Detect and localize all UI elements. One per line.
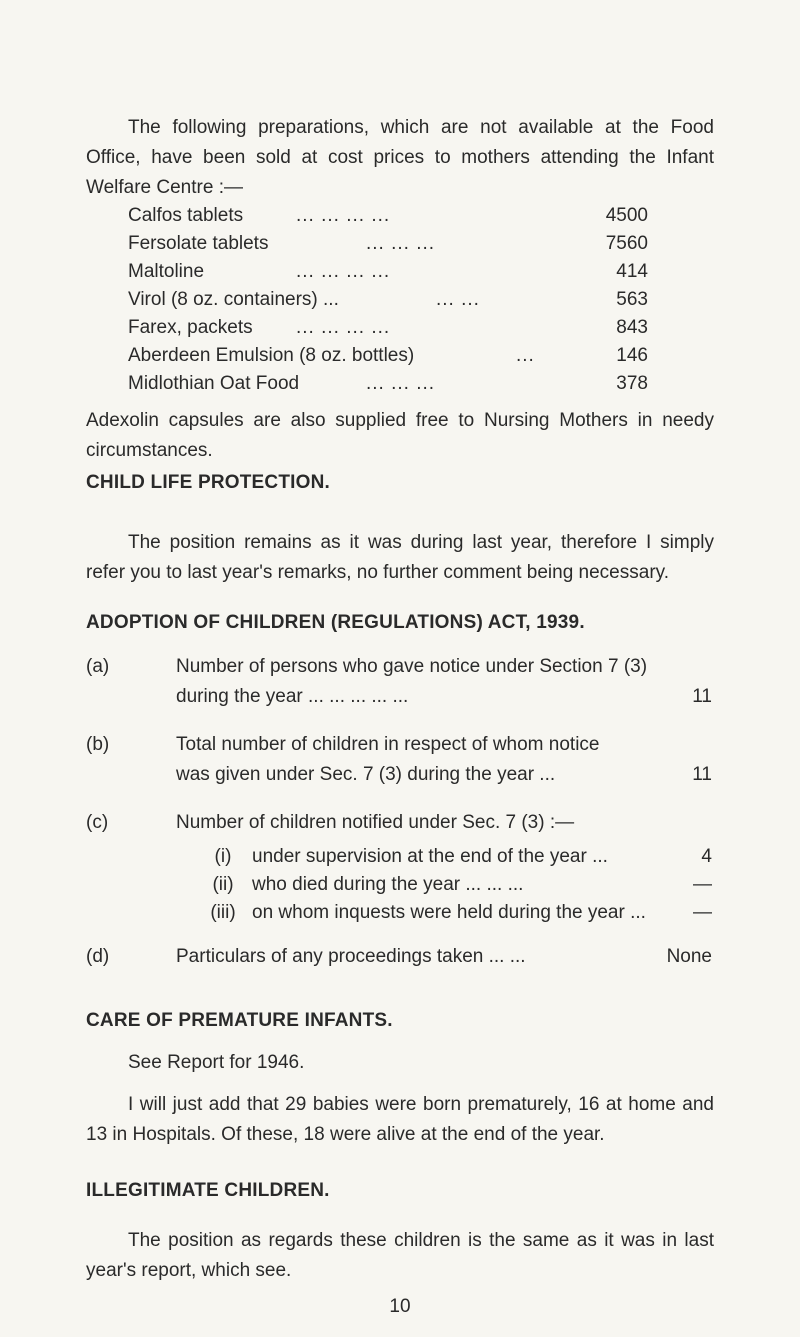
premature-see-report: See Report for 1946. xyxy=(128,1052,305,1073)
page-number: 10 xyxy=(389,1296,411,1317)
leader-dots: ... xyxy=(516,345,535,366)
intro-paragraph: The following preparations, which are not available at the Food Office, have been sold at cost prices to mothers attending the Infant Welfare Centre :— xyxy=(86,117,714,198)
preparation-name: Farex, packets xyxy=(128,317,253,338)
item-d-value: None xyxy=(666,946,712,967)
leader-dots: ... ... xyxy=(436,289,480,310)
adexolin-paragraph: Adexolin capsules are also supplied free to Nursing Mothers in needy circumstances. xyxy=(86,410,714,461)
preparation-value: 414 xyxy=(616,261,648,282)
preparation-value: 7560 xyxy=(605,233,648,254)
preparation-name: Aberdeen Emulsion (8 oz. bottles) xyxy=(128,345,415,366)
leader-dots: ... ... ... ... xyxy=(296,317,391,338)
item-c-ii-label: (ii) xyxy=(212,874,234,895)
preparation-name: Calfos tablets xyxy=(128,205,244,226)
item-c-ii-value: — xyxy=(693,874,712,895)
item-d-text: Particulars of any proceedings taken ... ... xyxy=(176,946,526,967)
leader-dots: ... ... ... xyxy=(366,373,436,394)
leader-dots: ... ... ... xyxy=(366,233,436,254)
preparation-value: 843 xyxy=(616,317,648,338)
preparation-value: 4500 xyxy=(605,205,648,226)
premature-text: I will just add that 29 babies were born prematurely, 16 at home and 13 in Hospitals. Of these, 18 were alive at the end of the year. xyxy=(86,1094,714,1145)
item-c-iii-label: (iii) xyxy=(210,902,236,923)
adoption-heading: ADOPTION OF CHILDREN (REGULATIONS) ACT, 1939. xyxy=(86,612,585,633)
preparation-row xyxy=(128,342,648,370)
child-life-heading: CHILD LIFE PROTECTION. xyxy=(86,472,331,493)
item-a-value: 11 xyxy=(692,686,712,707)
preparation-name: Fersolate tablets xyxy=(128,233,269,254)
illegitimate-heading: ILLEGITIMATE CHILDREN. xyxy=(86,1180,330,1201)
item-c-label: (c) xyxy=(86,812,109,833)
item-c-iii-text: on whom inquests were held during the year ... xyxy=(252,902,646,923)
item-b-line2: was given under Sec. 7 (3) during the year ... xyxy=(176,764,556,785)
item-c-iii-value: — xyxy=(693,902,712,923)
preparation-name: Maltoline xyxy=(128,261,205,282)
preparation-value: 563 xyxy=(616,289,648,310)
preparation-row xyxy=(128,202,648,230)
preparation-row xyxy=(128,370,648,398)
preparation-value: 378 xyxy=(616,373,648,394)
leader-dots: ... ... ... ... xyxy=(296,205,391,226)
item-b-label: (b) xyxy=(86,734,110,755)
item-c-i-text: under supervision at the end of the year ... xyxy=(252,846,608,867)
preparation-name: Midlothian Oat Food xyxy=(128,373,300,394)
item-c-i-label: (i) xyxy=(214,846,232,867)
preparation-row xyxy=(128,314,648,342)
item-a-line2: during the year ... ... ... ... ... xyxy=(176,686,409,707)
item-d-label: (d) xyxy=(86,946,110,967)
illegitimate-text: The position as regards these children is the same as it was in last year's report, which see. xyxy=(86,1230,714,1281)
item-c-ii-text: who died during the year ... ... ... xyxy=(252,874,524,895)
preparation-value: 146 xyxy=(616,345,648,366)
premature-heading: CARE OF PREMATURE INFANTS. xyxy=(86,1010,393,1031)
preparation-row xyxy=(128,230,648,258)
item-b-line1: Total number of children in respect of whom notice xyxy=(176,734,600,755)
preparation-row xyxy=(128,286,648,314)
item-c-i-value: 4 xyxy=(701,846,712,867)
item-a-line1: Number of persons who gave notice under Section 7 (3) xyxy=(176,656,648,677)
child-life-text: The position remains as it was during last year, therefore I simply refer you to last year's remarks, no further comment being necessary. xyxy=(86,532,714,583)
leader-dots: ... ... ... ... xyxy=(296,261,391,282)
preparation-name: Virol (8 oz. containers) ... xyxy=(128,289,339,310)
item-b-value: 11 xyxy=(692,764,712,785)
item-a-label: (a) xyxy=(86,656,110,677)
preparation-row xyxy=(128,258,648,286)
item-c-line1: Number of children notified under Sec. 7 (3) :— xyxy=(176,812,575,833)
